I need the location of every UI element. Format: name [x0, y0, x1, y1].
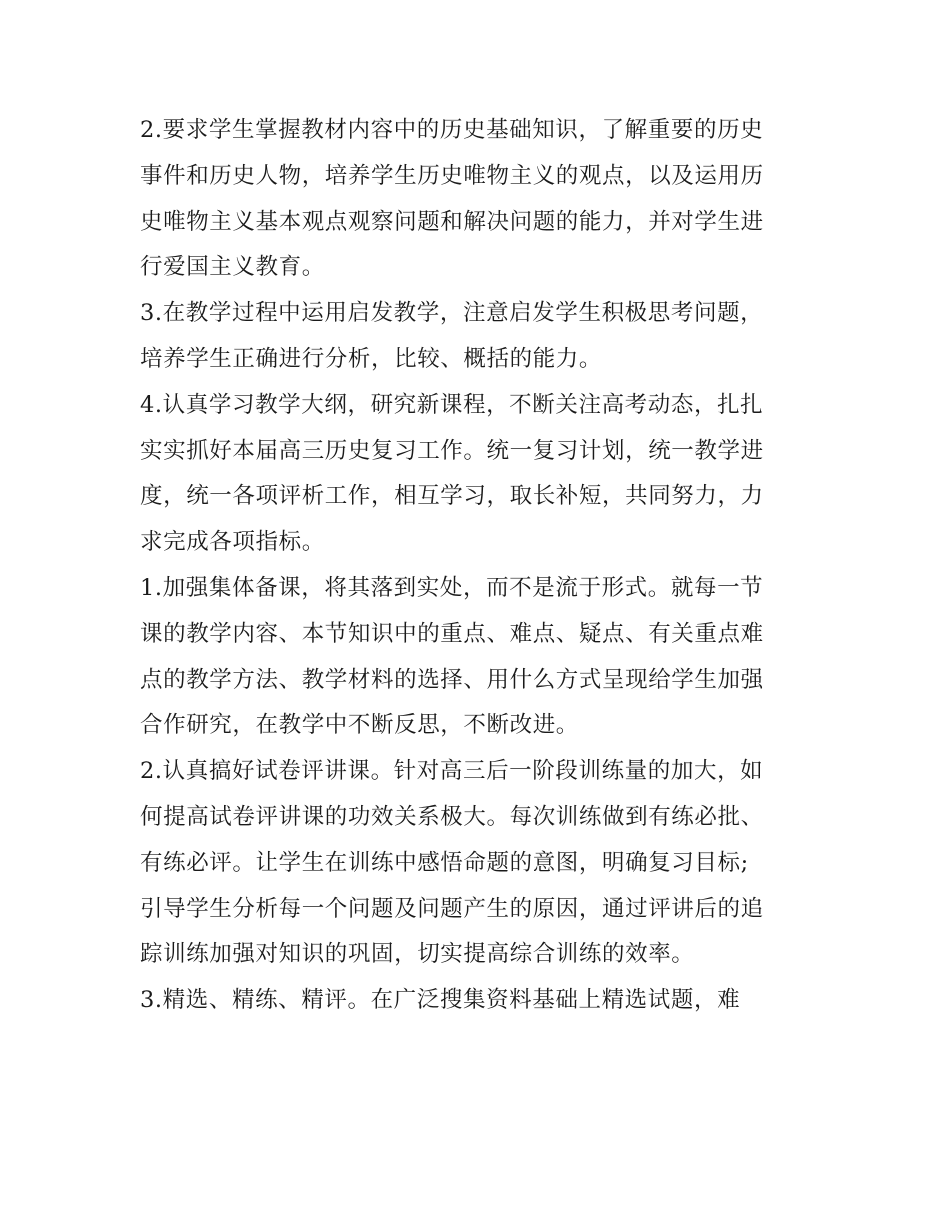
text-line: 引导学生分析每一个问题及问题产生的原因，通过评讲后的追 — [140, 895, 764, 922]
text-line: 事件和历史人物，培养学生历史唯物主义的观点，以及运用历 — [140, 162, 764, 189]
text-line: 求完成各项指标。 — [140, 529, 325, 556]
text-line: 何提高试卷评讲课的功效关系极大。每次训练做到有练必批、 — [140, 803, 764, 830]
document-body — [140, 108, 820, 1024]
text-line: 史唯物主义基本观点观察问题和解决问题的能力，并对学生进 — [140, 208, 764, 235]
text-line: 点的教学方法、教学材料的选择、用什么方式呈现给学生加强 — [140, 666, 764, 693]
text-line: 度，统一各项评析工作，相互学习，取长补短，共同努力，力 — [140, 483, 764, 510]
text-line: 实实抓好本届高三历史复习工作。统一复习计划，统一教学进 — [140, 437, 764, 464]
text-line: 1.加强集体备课，将其落到实处，而不是流于形式。就每一节 — [140, 574, 764, 601]
text-line: 培养学生正确进行分析，比较、概括的能力。 — [140, 345, 603, 372]
text-line: 3.在教学过程中运用启发教学，注意启发学生积极思考问题， — [140, 300, 764, 327]
text-line: 2.要求学生掌握教材内容中的历史基础知识，了解重要的历史 — [140, 117, 764, 143]
text-line: 4.认真学习教学大纲，研究新课程，不断关注高考动态，扎扎 — [140, 391, 764, 418]
text-line: 有练必评。让学生在训练中感悟命题的意图，明确复习目标; — [140, 849, 749, 876]
text-line: 课的教学内容、本节知识中的重点、难点、疑点、有关重点难 — [140, 620, 764, 647]
text-line: 踪训练加强对知识的巩固，切实提高综合训练的效率。 — [140, 941, 695, 968]
text-line: 行爱国主义教育。 — [140, 254, 325, 281]
text-line: 3.精选、精练、精评。在广泛搜集资料基础上精选试题，难 — [140, 987, 741, 1014]
text-line: 2.认真搞好试卷评讲课。针对高三后一阶段训练量的加大，如 — [140, 758, 764, 785]
text-line: 合作研究，在教学中不断反思，不断改进。 — [140, 712, 579, 739]
